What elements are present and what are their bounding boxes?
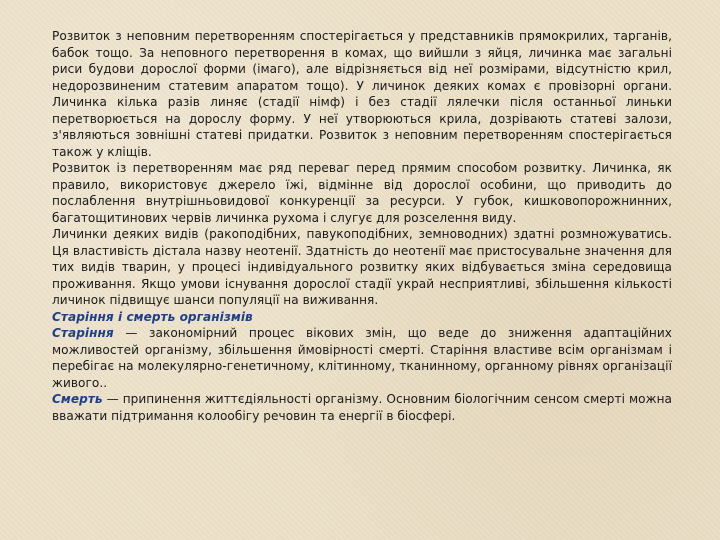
section-heading: Старіння і смерть організмів [52,309,253,324]
term-death: Смерть [52,392,103,406]
paragraph-death [52,391,672,424]
death-definition: — припинення життєдіяльності організму. Основним біологічним сенсом смерті можна вважати підтримання колообігу речовин та енергії в біосфері. [52,392,672,423]
aging-definition: — закономірний процес вікових змін, що веде до зниження адаптаційних можливостей організму, збільшення ймовірності смерті. Старіння властиве всім організмам і перебігає на молекулярно-генетичному, клітинному, тканинному, органному рівнях організації живого.. [52,326,672,390]
paragraph-metamorphosis-advantages: Розвиток із перетворенням має ряд переваг перед прямим способом розвитку. Личинка, як правило, використовує джерело їжі, відмінне від дорослої особини, що приводить до послаблення внутрішньовидової конкуренції за ресурси. У губок, кишковопорожнинних, багатощитинових червів личинка рухома і слугує для розселення виду. [52,161,672,225]
paragraph-aging [52,325,672,391]
paragraph-neoteny: Личинки деяких видів (ракоподібних, павукоподібних, земноводних) здатні розмножуватись. Ця властивість дістала назву неотенії. Здатність до неотенії має пристосувальне значення для тих видів тварин, у процесі індивідуального розвитку яких відбувається зміна середовища проживання. Якщо умови існування дорослої стадії украй несприятливі, збільшення кількості личинок підвищує шанси популяції на виживання. [52,227,672,307]
paragraph-incomplete-metamorphosis: Розвиток з неповним перетворенням спостерігається у представників прямокрилих, тарганів, бабок тощо. За неповного перетворення в комах, що вийшли з яйця, личинка має загальні риси будови дорослої форми (імаго), але відрізняється від неї розмірами, відсутністю крил, недорозвиненим статевим апаратом тощо). У личинок деяких комах є провізорні органи. Личинка кілька разів линяє (стадії німф) і без стадії лялечки після останньої линьки перетворюється на дорослу форму. У неї утворюються крила, дозрівають статеві залози, з'являються зовнішні статеві придатки. Розвиток з неповним перетворенням спостерігається також у кліщів. [52,29,672,159]
term-aging: Старіння [52,326,114,340]
text-block [52,28,672,424]
